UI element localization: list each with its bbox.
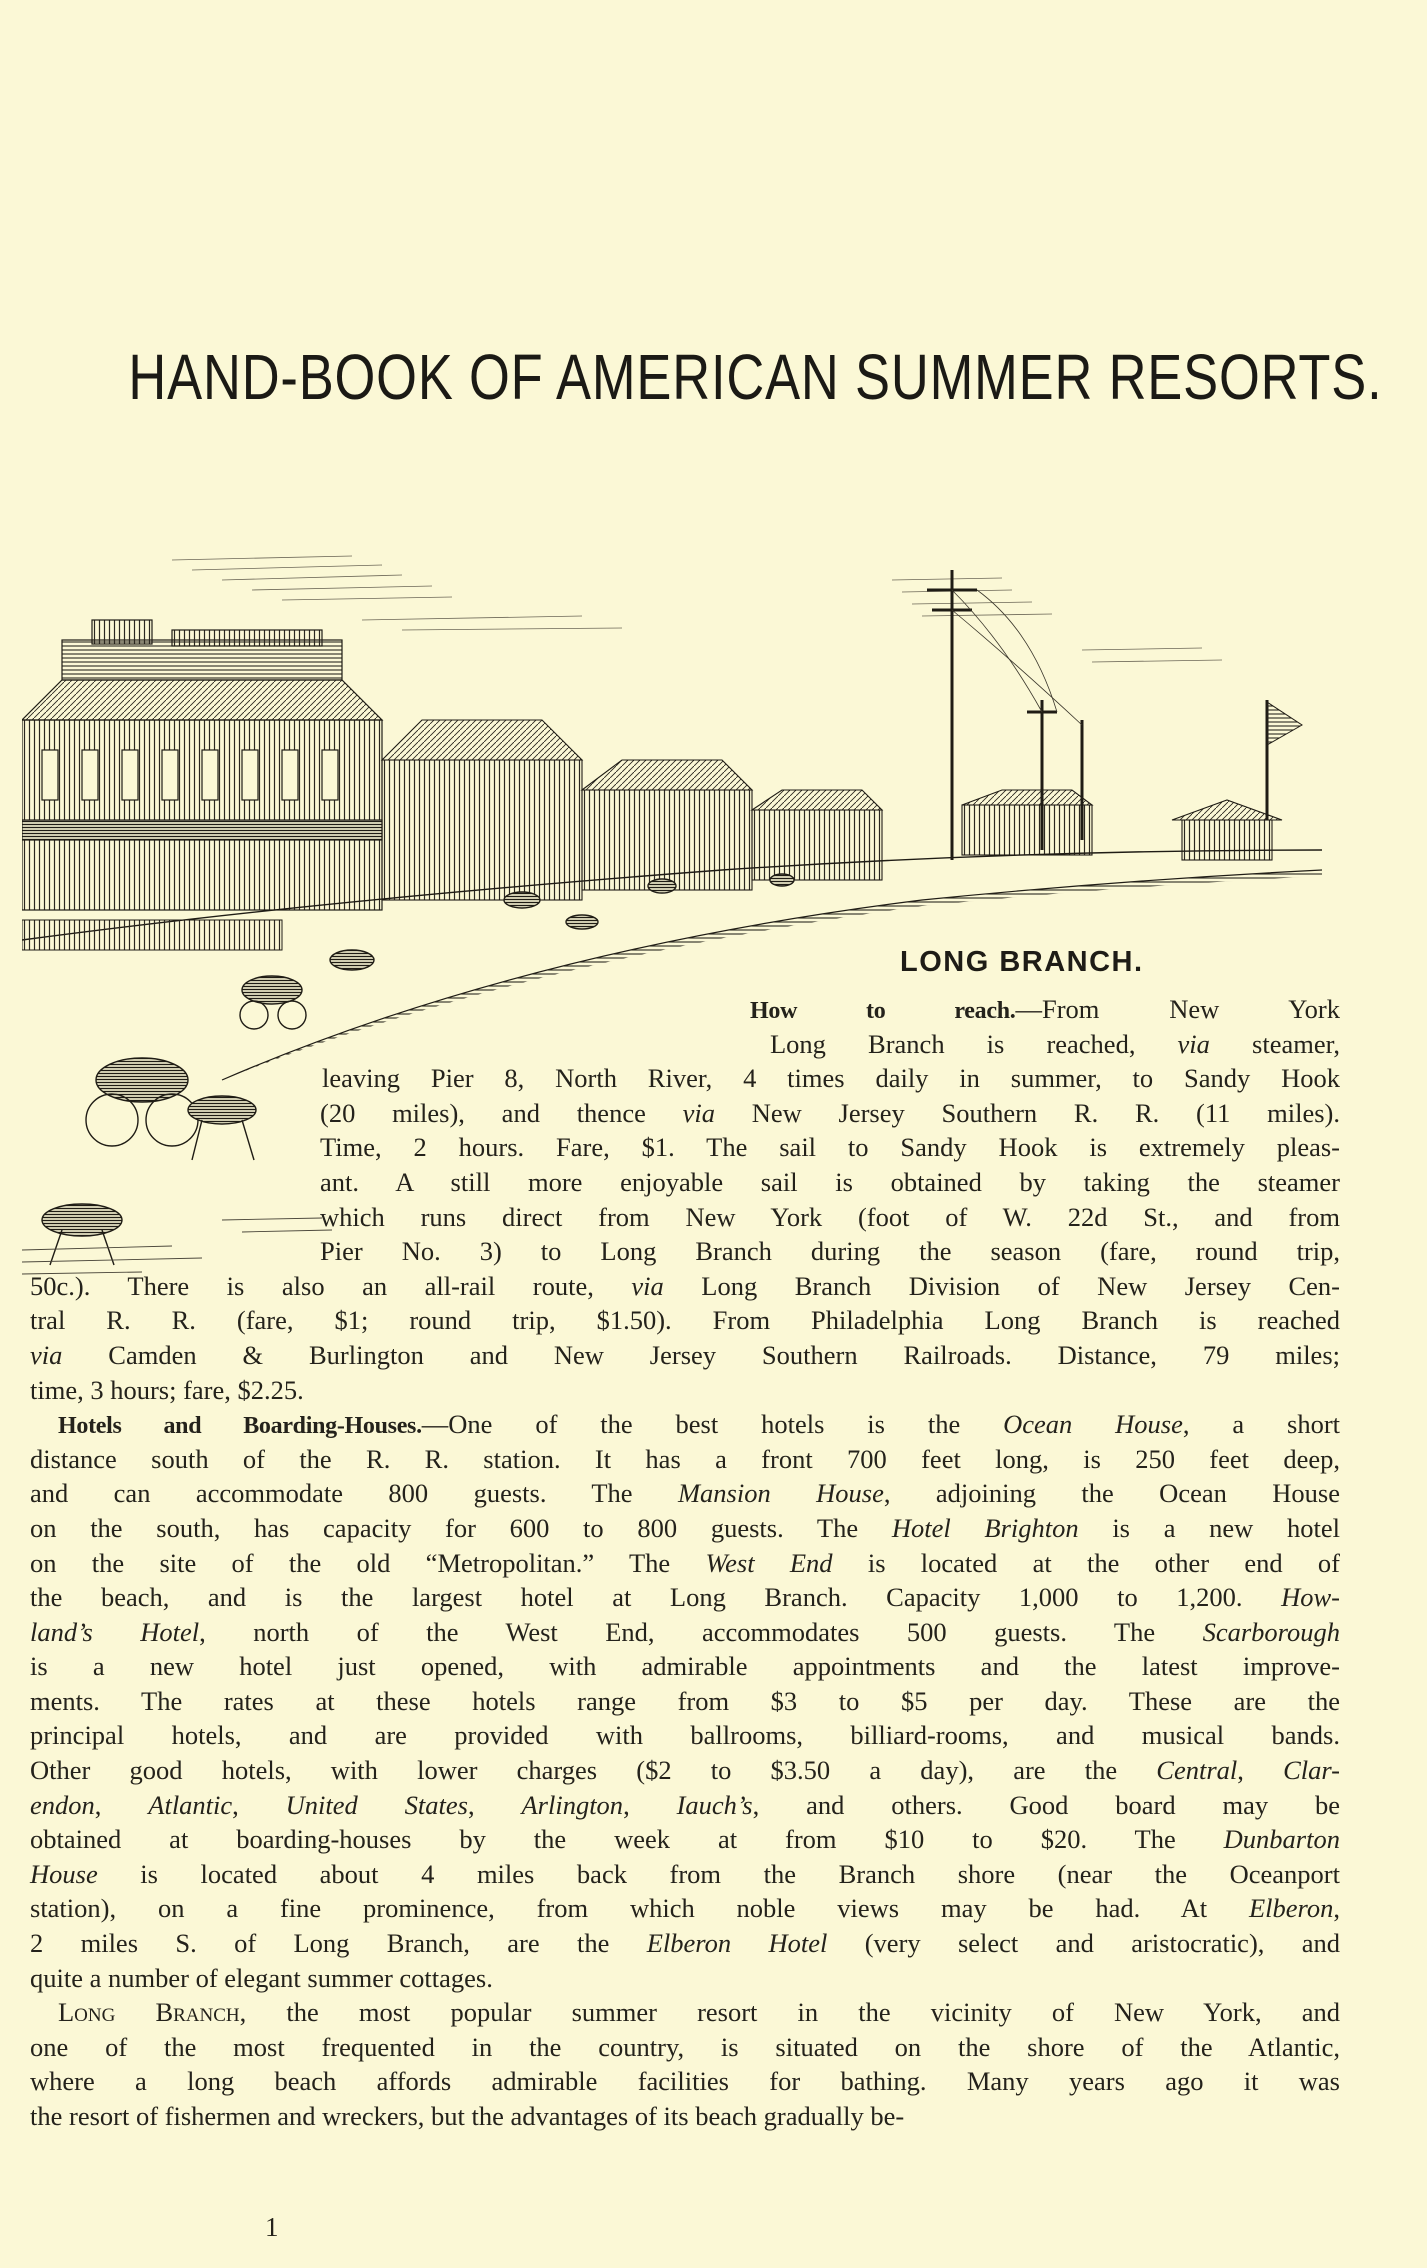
- text-line: [750, 992, 1340, 1027]
- text-run: , and others. Good board may be: [752, 1789, 1340, 1820]
- text-run: the resort of fishermen and wreckers, but the advantages of its beach gradually be-: [30, 2101, 905, 2131]
- text-line: [30, 1442, 1340, 1477]
- text-line: [30, 1788, 1340, 1823]
- text-run: on the site of the old “Metropolitan.” The: [30, 1547, 706, 1578]
- text-run: Central: [1156, 1755, 1238, 1786]
- text-line: [30, 1476, 1340, 1511]
- text-line: [30, 2064, 1340, 2099]
- text-line: [30, 1718, 1340, 1753]
- text-run: ,: [1333, 1893, 1340, 1924]
- text-run: United States: [285, 1789, 468, 1820]
- text-run: steamer,: [1209, 1028, 1340, 1059]
- text-run: distance south of the R. R. station. It has a front 700 feet long, is 250 feet deep,: [30, 1443, 1340, 1474]
- text-run: Elberon Hotel: [646, 1928, 828, 1959]
- text-run: (very select and aristocratic), and: [827, 1928, 1341, 1959]
- text-line: [30, 2030, 1340, 2065]
- text-line: [30, 1684, 1340, 1719]
- text-run: ,: [467, 1789, 522, 1820]
- text-run: Elberon: [1248, 1893, 1334, 1924]
- text-line: [30, 1338, 1340, 1373]
- row-of-cottages: [382, 720, 1282, 900]
- text-run: —From New York: [1015, 994, 1340, 1024]
- flag: [1267, 702, 1302, 745]
- text-line: [770, 1027, 1340, 1062]
- text-line: [30, 1649, 1340, 1684]
- text-run: Pier No. 3) to Long Branch during the season (fare, round trip,: [320, 1236, 1340, 1267]
- text-run: Dunbarton: [1223, 1824, 1340, 1855]
- text-run: via: [682, 1097, 715, 1128]
- text-run: quite a number of elegant summer cottages.: [30, 1962, 493, 1993]
- text-run: , adjoining the Ocean House: [883, 1478, 1340, 1509]
- text-run: via: [1177, 1028, 1210, 1059]
- page-number: 1: [265, 2212, 279, 2242]
- text-run: where a long beach affords admirable facilities for bathing. Many years ago it was: [30, 2066, 1340, 2097]
- text-run: Iauch’s: [676, 1789, 753, 1820]
- text-run: Atlantic: [148, 1789, 233, 1820]
- text-run: Scarborough: [1202, 1616, 1340, 1647]
- text-run: is a new hotel just opened, with admirable appointments and the latest improve-: [30, 1651, 1340, 1682]
- text-run: Ocean House: [1003, 1409, 1183, 1440]
- text-line: [322, 1061, 1340, 1096]
- text-run: tral R. R. (fare, $1; round trip, $1.50). From Philadelphia Long Branch is reached: [30, 1305, 1340, 1336]
- text-run: Hotels and Boarding-Houses.: [58, 1413, 422, 1440]
- text-run: , north of the West End, accommodates 500 guests. The: [199, 1616, 1203, 1647]
- text-run: ,: [232, 1789, 286, 1820]
- text-line: [320, 1200, 1340, 1235]
- text-run: ,: [94, 1789, 149, 1820]
- text-run: is a new hotel: [1078, 1512, 1340, 1543]
- text-run: via: [30, 1339, 63, 1370]
- text-run: principal hotels, and are provided with ballrooms, billiard-rooms, and musical bands.: [30, 1720, 1340, 1751]
- text-line: [30, 1753, 1340, 1788]
- text-line: [30, 1580, 1340, 1615]
- text-run: time, 3 hours; fare, $2.25.: [30, 1374, 304, 1405]
- fence: [22, 920, 282, 950]
- text-run: How-: [1281, 1582, 1340, 1613]
- text-run: Clar-: [1283, 1755, 1340, 1786]
- text-run: on the south, has capacity for 600 to 800 guests. The: [30, 1512, 892, 1543]
- body-text: [30, 992, 1340, 2134]
- text-run: land’s Hotel: [30, 1616, 200, 1647]
- text-run: Time, 2 hours. Fare, $1. The sail to Sandy Hook is extremely pleas-: [320, 1132, 1340, 1163]
- text-run: Mansion House: [677, 1478, 884, 1509]
- text-run: obtained at boarding-houses by the week at from $10 to $20. The: [30, 1824, 1224, 1855]
- text-run: ,: [623, 1789, 677, 1820]
- text-run: leaving Pier 8, North River, 4 times daily in summer, to Sandy Hook: [322, 1063, 1340, 1094]
- text-line: [320, 1234, 1340, 1269]
- text-run: is located at the other end of: [832, 1547, 1340, 1578]
- text-run: ,: [1237, 1755, 1284, 1786]
- text-run: via: [631, 1270, 664, 1301]
- text-line: [30, 1303, 1340, 1338]
- text-run: station), on a fine prominence, from which noble views may be had. At: [30, 1893, 1249, 1924]
- text-run: ant. A still more enjoyable sail is obtained by taking the steamer: [320, 1166, 1340, 1197]
- text-run: House: [30, 1858, 98, 1889]
- text-run: Hotel Brighton: [891, 1512, 1079, 1543]
- text-line: [30, 1615, 1340, 1650]
- text-line: [30, 2099, 1340, 2134]
- text-run: Other good hotels, with lower charges ($2 to $3.50 a day), are the: [30, 1755, 1157, 1786]
- text-run: , a short: [1182, 1409, 1341, 1440]
- text-run: 50c.). There is also an all-rail route,: [30, 1270, 632, 1301]
- text-run: endon: [30, 1789, 95, 1820]
- text-run: West End: [705, 1547, 833, 1578]
- text-run: Camden & Burlington and New Jersey Southern Railroads. Distance, 79 miles;: [62, 1339, 1340, 1370]
- text-run: one of the most frequented in the country, is situated on the shore of the Atlantic,: [30, 2031, 1340, 2062]
- text-run: Arlington: [521, 1789, 624, 1820]
- text-run: , the most popular summer resort in the vicinity of New York, and: [239, 1997, 1340, 2028]
- text-run: New Jersey Southern R. R. (11 miles).: [714, 1097, 1340, 1128]
- text-run: How to reach.: [750, 998, 1016, 1024]
- text-line: [30, 1407, 1340, 1442]
- text-line: [30, 1269, 1340, 1304]
- text-run: which runs direct from New York (foot of W. 22d St., and from: [320, 1201, 1340, 1232]
- text-run: and can accommodate 800 guests. The: [30, 1478, 678, 1509]
- section-heading: LONG BRANCH.: [900, 946, 1144, 978]
- text-line: [30, 1857, 1340, 1892]
- text-line: [320, 1165, 1340, 1200]
- text-run: Long Branch: [58, 1997, 240, 2028]
- ocean-house-hotel: [22, 620, 382, 910]
- text-line: [30, 1995, 1340, 2030]
- text-line: [30, 1511, 1340, 1546]
- running-title: HAND-BOOK OF AMERICAN SUMMER RESORTS.: [128, 341, 1383, 413]
- text-run: is located about 4 miles back from the Branch shore (near the Oceanport: [97, 1858, 1340, 1889]
- text-run: ments. The rates at these hotels range from $3 to $5 per day. These are the: [30, 1685, 1340, 1716]
- text-run: 2 miles S. of Long Branch, are the: [30, 1928, 647, 1959]
- text-line: [320, 1130, 1340, 1165]
- text-run: the beach, and is the largest hotel at Long Branch. Capacity 1,000 to 1,200.: [30, 1582, 1282, 1613]
- text-line: [30, 1373, 1340, 1408]
- text-line: [30, 1822, 1340, 1857]
- text-run: —One of the best hotels is the: [421, 1409, 1004, 1440]
- text-run: (20 miles), and thence: [320, 1097, 683, 1128]
- text-line: [320, 1096, 1340, 1131]
- text-line: [30, 1961, 1340, 1996]
- text-run: Long Branch is reached,: [770, 1028, 1178, 1059]
- text-run: Long Branch Division of New Jersey Cen-: [663, 1270, 1340, 1301]
- text-line: [30, 1926, 1340, 1961]
- text-line: [30, 1546, 1340, 1581]
- text-line: [30, 1891, 1340, 1926]
